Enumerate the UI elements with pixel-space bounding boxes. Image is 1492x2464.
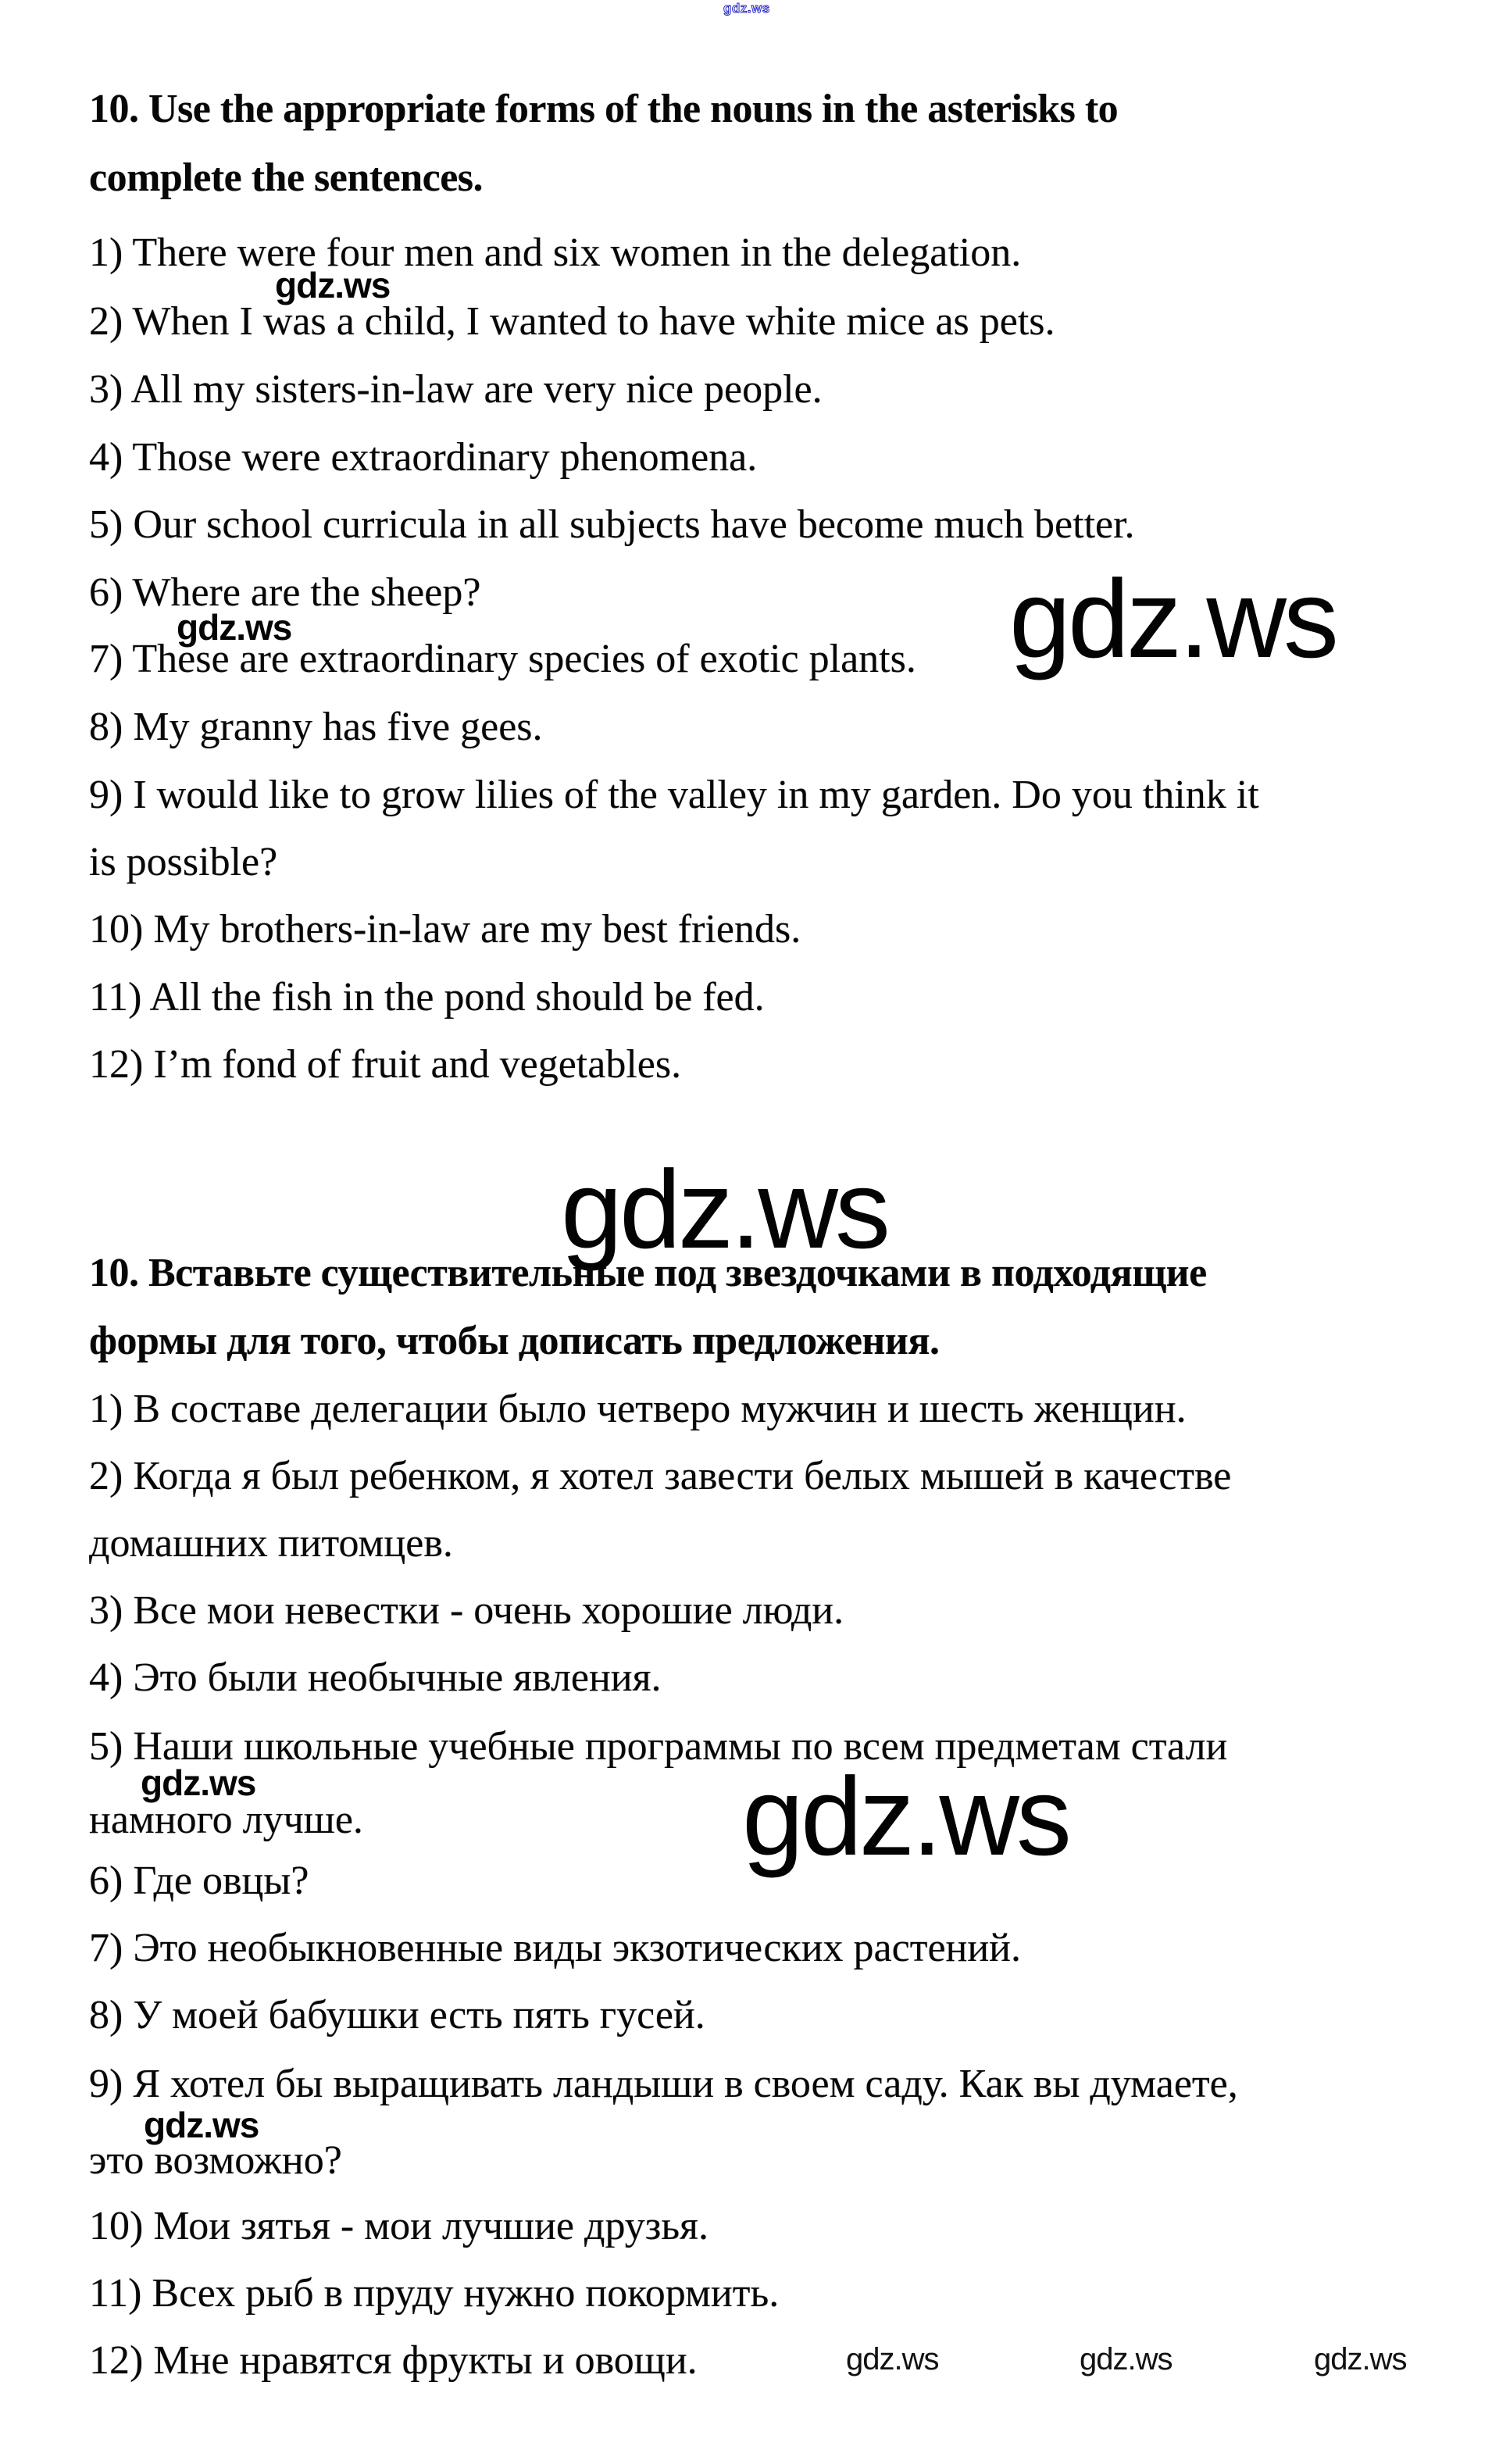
sentence-en-4: 4) Those were extraordinary phenomena. [89,435,758,480]
sentence-ru-5-cont: намного лучше. [89,1798,363,1842]
sentence-en-1: 1) There were four men and six women in the delegation. [89,230,1022,275]
watermark-gdz-small-2: gdz.ws [177,607,292,648]
sentence-ru-1: 1) В составе делегации было четверо мужчин и шесть женщин. [89,1387,1187,1431]
sentence-en-10: 10) My brothers-in-law are my best friends. [89,907,801,952]
sentence-ru-12: 12) Мне нравятся фрукты и овощи. [89,2338,698,2383]
sentence-ru-2: 2) Когда я был ребенком, я хотел завести белых мышей в качестве [89,1454,1232,1498]
watermark-gdz-bottom-1: gdz.ws [846,2342,939,2377]
sentence-ru-4: 4) Это были необычные явления. [89,1655,662,1700]
sentence-en-11: 11) All the fish in the pond should be fed. [89,975,765,1020]
watermark-gdz-small-3: gdz.ws [141,1762,256,1803]
sentence-en-3: 3) All my sisters-in-law are very nice people. [89,367,823,412]
sentence-ru-7: 7) Это необыкновенные виды экзотических растений. [89,1926,1022,1970]
exercise-title-en-line-1: 10. Use the appropriate forms of the nouns in the asterisks to [89,87,1119,131]
sentence-en-8: 8) My granny has five gees. [89,705,543,749]
sentence-ru-5: 5) Наши школьные учебные программы по всем предметам стали [89,1724,1228,1769]
sentence-en-2: 2) When I was a child, I wanted to have white mice as pets. [89,299,1055,344]
watermark-gdz-large-2: gdz.ws [561,1148,887,1272]
sentence-ru-6: 6) Где овцы? [89,1859,309,1903]
watermark-gdz-bottom-3: gdz.ws [1314,2342,1407,2377]
sentence-en-9: 9) I would like to grow lilies of the valley in my garden. Do you think it [89,773,1259,817]
sentence-ru-2-cont: домашних питомцев. [89,1521,453,1566]
watermark-gdz-small-1: gdz.ws [275,265,391,305]
watermark-gdz-top: gdz.ws [723,1,770,16]
watermark-gdz-large-1: gdz.ws [1009,557,1336,681]
sentence-ru-9: 9) Я хотел бы выращивать ландыши в своем саду. Как вы думаете, [89,2062,1238,2106]
sentence-en-5: 5) Our school curricula in all subjects have become much better. [89,502,1135,547]
sentence-ru-10: 10) Мои зятья - мои лучшие друзья. [89,2204,709,2248]
sentence-en-7: 7) These are extraordinary species of exotic plants. [89,637,916,681]
watermark-gdz-small-4: gdz.ws [144,2105,259,2145]
sentence-en-12: 12) I’m fond of fruit and vegetables. [89,1042,682,1087]
sentence-en-6: 6) Where are the sheep? [89,570,481,615]
sentence-ru-3: 3) Все мои невестки - очень хорошие люди. [89,1588,844,1633]
exercise-title-ru-line-2: формы для того, чтобы дописать предложения. [89,1319,940,1363]
watermark-gdz-large-3: gdz.ws [742,1755,1069,1879]
exercise-title-en-line-2: complete the sentences. [89,155,484,200]
sentence-ru-9-cont: это возможно? [89,2138,342,2183]
sentence-ru-11: 11) Всех рыб в пруду нужно покормить. [89,2271,780,2316]
sentence-ru-8: 8) У моей бабушки есть пять гусей. [89,1993,705,2037]
sentence-en-9-cont: is possible? [89,840,278,884]
exercise-title-ru-line-1: 10. Вставьте существительные под звездочками в подходящие [89,1251,1207,1295]
watermark-gdz-bottom-2: gdz.ws [1080,2342,1173,2377]
